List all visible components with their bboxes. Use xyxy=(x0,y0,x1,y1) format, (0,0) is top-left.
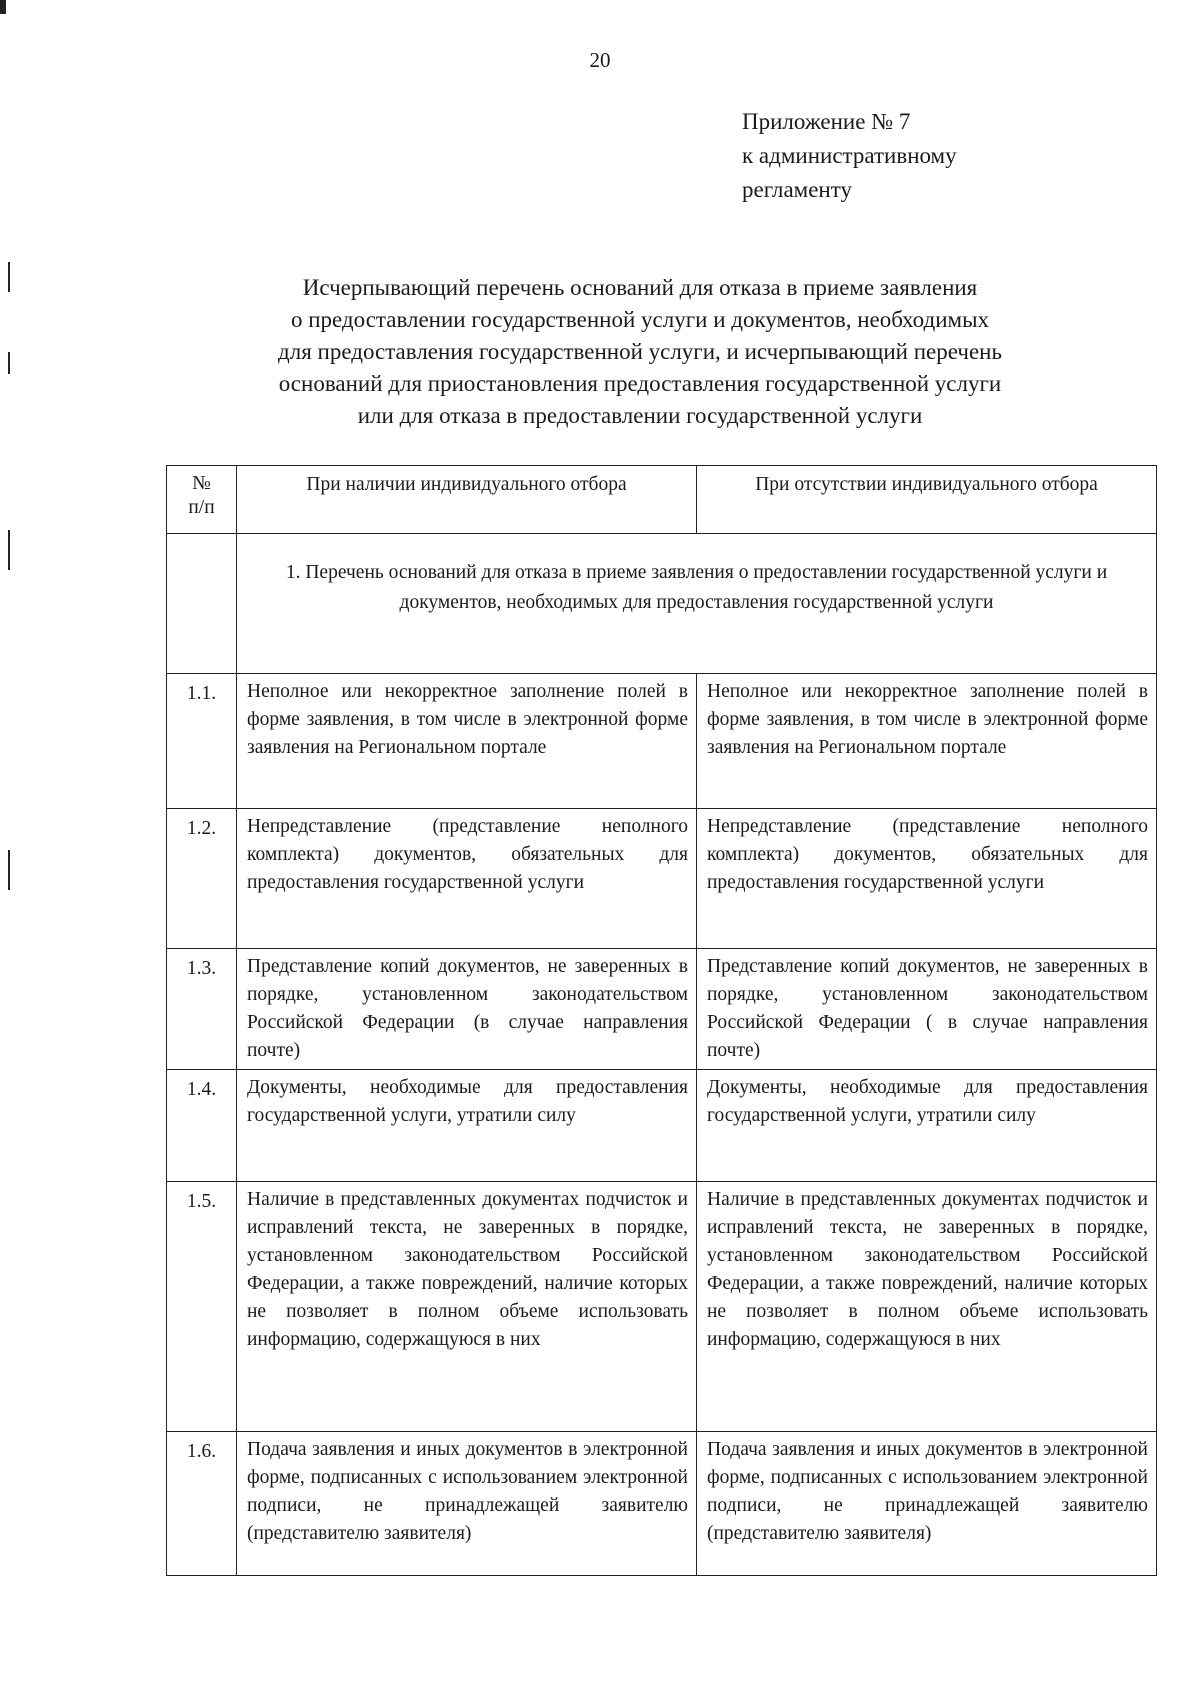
scan-artifact xyxy=(0,0,6,14)
row-without-selection: Неполное или некорректное заполнение полей в форме заявления, в том числе в электронной форме заявления на Региональном портале xyxy=(697,674,1157,809)
table-row xyxy=(167,949,1157,1070)
appendix-header xyxy=(742,105,957,207)
title-line: для предоставления государственной услуги, и исчерпывающий перечень xyxy=(278,339,1002,364)
header-without-selection: При отсутствии индивидуального отбора xyxy=(697,466,1157,534)
title-line: или для отказа в предоставлении государственной услуги xyxy=(357,403,923,428)
scan-artifact xyxy=(8,850,10,890)
appendix-line: к административному xyxy=(742,143,957,168)
scan-artifact xyxy=(8,262,10,292)
header-with-selection: При наличии индивидуального отбора xyxy=(237,466,697,534)
row-with-selection: Представление копий документов, не заверенных в порядке, установленном законодательством Российской Федерации (в случае направления почте) xyxy=(237,949,697,1070)
row-with-selection: Непредставление (представление неполного комплекта) документов, обязательных для предоставления государственной услуги xyxy=(237,809,697,949)
row-with-selection: Документы, необходимые для предоставления государственной услуги, утратили силу xyxy=(237,1070,697,1182)
appendix-line: Приложение № 7 xyxy=(742,109,911,134)
page-number: 20 xyxy=(589,48,611,72)
row-number: 1.3. xyxy=(167,949,237,1070)
row-number: 1.6. xyxy=(167,1432,237,1576)
row-without-selection: Подача заявления и иных документов в электронной форме, подписанных с использованием электронной подписи, не принадлежащей заявителю (представителю заявителя) xyxy=(697,1432,1157,1576)
appendix-line: регламенту xyxy=(742,177,852,202)
header-number-line: № xyxy=(192,473,211,494)
table-row xyxy=(167,674,1157,809)
scan-artifact xyxy=(8,530,10,570)
table-header-row xyxy=(167,466,1157,534)
title-line: о предоставлении государственной услуги и документов, необходимых xyxy=(290,307,990,332)
table-row xyxy=(167,1182,1157,1432)
row-without-selection: Непредставление (представление неполного комплекта) документов, обязательных для предоставления государственной услуги xyxy=(697,809,1157,949)
scan-artifact xyxy=(8,352,10,374)
table-row xyxy=(167,1070,1157,1182)
title-line: оснований для приостановления предоставления государственной услуги xyxy=(278,371,1002,396)
row-number: 1.1. xyxy=(167,674,237,809)
section-title: 1. Перечень оснований для отказа в приеме заявления о предоставлении государственной услуги и документов, необходимых для предоставления государственной услуги xyxy=(237,534,1157,674)
header-number-line: п/п xyxy=(188,497,215,518)
row-without-selection: Представление копий документов, не заверенных в порядке, установленном законодательством Российской Федерации ( в случае направления почте) xyxy=(697,949,1157,1070)
row-without-selection: Документы, необходимые для предоставления государственной услуги, утратили силу xyxy=(697,1070,1157,1182)
row-number: 1.5. xyxy=(167,1182,237,1432)
section-row xyxy=(167,534,1157,674)
grounds-table xyxy=(166,465,1157,1576)
section-empty-cell xyxy=(167,534,237,674)
table-row xyxy=(167,809,1157,949)
row-with-selection: Подача заявления и иных документов в электронной форме, подписанных с использованием электронной подписи, не принадлежащей заявителю (представителю заявителя) xyxy=(237,1432,697,1576)
table-row xyxy=(167,1432,1157,1576)
row-without-selection: Наличие в представленных документах подчисток и исправлений текста, не заверенных в порядке, установленном законодательством Российской Федерации, а также повреждений, наличие которых не позволяет в полном объеме использовать информацию, содержащуюся в них xyxy=(697,1182,1157,1432)
row-with-selection: Наличие в представленных документах подчисток и исправлений текста, не заверенных в порядке, установленном законодательством Российской Федерации, а также повреждений, наличие которых не позволяет в полном объеме использовать информацию, содержащуюся в них xyxy=(237,1182,697,1432)
row-number: 1.2. xyxy=(167,809,237,949)
title-line: Исчерпывающий перечень оснований для отказа в приеме заявления xyxy=(302,275,978,300)
document-title xyxy=(160,272,1120,432)
row-with-selection: Неполное или некорректное заполнение полей в форме заявления, в том числе в электронной форме заявления на Региональном портале xyxy=(237,674,697,809)
row-number: 1.4. xyxy=(167,1070,237,1182)
header-number xyxy=(167,466,237,534)
